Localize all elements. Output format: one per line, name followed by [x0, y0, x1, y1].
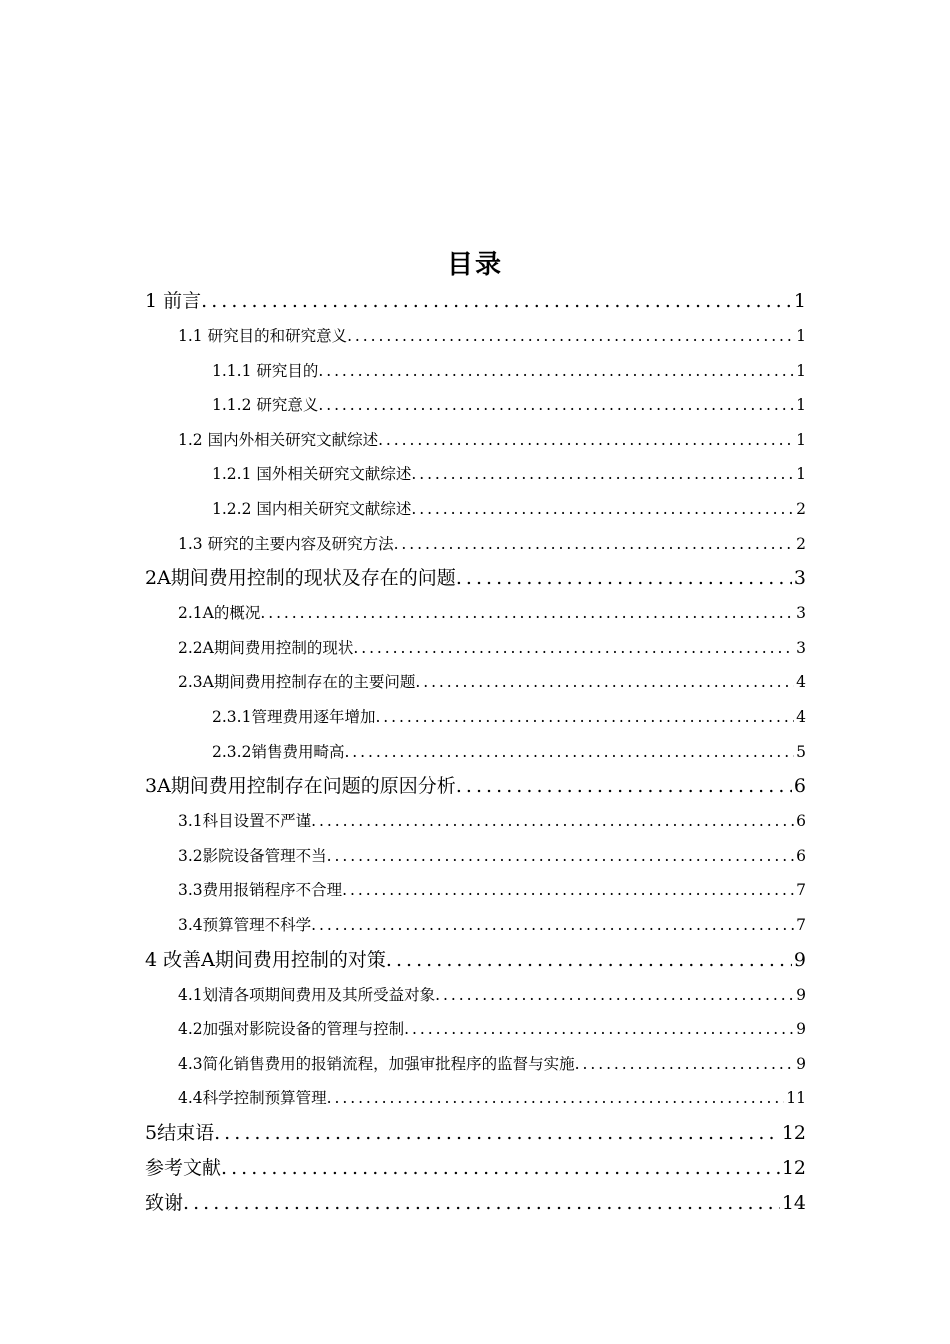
toc-entry-title: 1.1.1 研究目的: [212, 361, 319, 380]
toc-entry-title: 3.1科目设置不严谨: [178, 812, 312, 831]
toc-entry-title: 5结束语: [145, 1121, 215, 1144]
dot-leader: [201, 284, 792, 319]
dot-leader: [344, 735, 794, 770]
dot-leader: [327, 1081, 785, 1116]
toc-entry[interactable]: [0, 735, 950, 770]
toc-entry-page-number: 1: [796, 327, 806, 345]
toc-entry-page-number: 5: [796, 742, 806, 761]
toc-entry-title: 4.1划清各项期间费用及其所受益对象: [178, 985, 436, 1004]
toc-entry[interactable]: [0, 284, 950, 319]
toc-entry[interactable]: [0, 839, 950, 874]
toc-entry-title: 2.3A期间费用控制存在的主要问题: [178, 673, 416, 692]
toc-entry[interactable]: [0, 1186, 950, 1221]
toc-entry[interactable]: [0, 804, 950, 839]
toc-entry-title: 3.2影院设备管理不当: [178, 846, 327, 865]
toc-entry-page-number: 2: [796, 534, 806, 553]
toc-entry[interactable]: [0, 1047, 950, 1082]
toc-entry-page-number: 1: [796, 430, 806, 449]
dot-leader: [221, 1151, 780, 1186]
toc-entry-title: 4 改善A期间费用控制的对策: [145, 948, 386, 971]
toc-entry-page-number: 9: [796, 1054, 806, 1073]
dot-leader: [318, 388, 794, 423]
toc-entry-title: 2.1A的概况: [178, 604, 261, 623]
toc-entry-page-number: 9: [796, 1020, 806, 1039]
toc-entry-title: 3A期间费用控制存在问题的原因分析: [145, 775, 456, 798]
dot-leader: [353, 631, 794, 666]
toc-entry[interactable]: [0, 1116, 950, 1151]
toc-entry-page-number: 7: [796, 881, 806, 900]
toc-entry-title: 1.1.2 研究意义: [212, 396, 319, 415]
toc-entry-page-number: 6: [796, 812, 806, 831]
dot-leader: [435, 978, 794, 1013]
toc-entry-title: 致谢: [145, 1191, 184, 1214]
toc-entry-page-number: 12: [781, 1156, 806, 1179]
toc-entry-title: 2A期间费用控制的现状及存在的问题: [145, 567, 456, 590]
toc-entry-page-number: 1: [793, 290, 806, 312]
toc-entry-title: 1.1 研究目的和研究意义: [178, 327, 348, 345]
toc-entry[interactable]: [0, 769, 950, 804]
toc-entry[interactable]: [0, 492, 950, 527]
dot-leader: [456, 561, 792, 596]
toc-entry-title: 2.3.2销售费用畸高: [212, 742, 345, 761]
dot-leader: [456, 769, 792, 804]
dot-leader: [411, 492, 794, 527]
toc-entry-page-number: 6: [796, 846, 806, 865]
toc-entry-title: 1.3 研究的主要内容及研究方法: [178, 534, 394, 553]
dot-leader: [214, 1116, 780, 1151]
dot-leader: [575, 1047, 794, 1082]
toc-entry[interactable]: [0, 700, 950, 735]
dot-leader: [394, 527, 795, 562]
toc-entry-title: 4.3简化销售费用的报销流程，加强审批程序的监督与实施: [178, 1054, 575, 1073]
toc-entry-title: 参考文献: [145, 1156, 222, 1179]
toc-entry-page-number: 11: [786, 1089, 806, 1108]
toc-entry-page-number: 9: [796, 985, 806, 1004]
dot-leader: [347, 319, 794, 354]
dot-leader: [411, 457, 794, 492]
toc-entry[interactable]: [0, 388, 950, 423]
toc-entry[interactable]: [0, 908, 950, 943]
dot-leader: [311, 804, 794, 839]
toc-entry-page-number: 4: [796, 673, 806, 692]
toc-entry[interactable]: [0, 978, 950, 1013]
toc-entry-page-number: 3: [796, 604, 806, 623]
toc-entry-page-number: 1: [796, 361, 806, 380]
toc-entry[interactable]: [0, 1012, 950, 1047]
toc-entry-title: 1 前言: [145, 290, 202, 312]
dot-leader: [327, 839, 794, 874]
dot-leader: [415, 665, 794, 700]
toc-entry-title: 2.2A期间费用控制的现状: [178, 638, 354, 657]
toc-entry[interactable]: [0, 561, 950, 596]
toc-entry[interactable]: [0, 631, 950, 666]
toc-entry-title: 1.2.1 国外相关研究文献综述: [212, 465, 412, 484]
toc-entry[interactable]: [0, 873, 950, 908]
dot-leader: [375, 700, 794, 735]
toc-entry-title: 2.3.1管理费用逐年增加: [212, 707, 376, 726]
dot-leader: [318, 354, 794, 389]
dot-leader: [378, 423, 794, 458]
toc-entry-page-number: 6: [793, 775, 806, 798]
toc-entry[interactable]: [0, 1081, 950, 1116]
toc-entry[interactable]: [0, 423, 950, 458]
toc-entry-page-number: 1: [796, 465, 806, 484]
toc-entry[interactable]: [0, 665, 950, 700]
toc-entry[interactable]: [0, 596, 950, 631]
dot-leader: [404, 1012, 794, 1047]
toc-entry-page-number: 4: [796, 707, 806, 726]
toc-entry-page-number: 1: [796, 396, 806, 415]
toc-entry[interactable]: [0, 527, 950, 562]
toc-entry-title: 1.2 国内外相关研究文献综述: [178, 430, 379, 449]
toc-entry-page-number: 14: [781, 1191, 806, 1214]
toc-entry-title: 1.2.2 国内相关研究文献综述: [212, 499, 412, 518]
toc-entry-title: 3.3费用报销程序不合理: [178, 881, 343, 900]
toc-entry[interactable]: [0, 1151, 950, 1186]
dot-leader: [386, 943, 792, 978]
dot-leader: [183, 1186, 780, 1221]
dot-leader: [342, 873, 794, 908]
toc-entry-page-number: 2: [796, 499, 806, 518]
toc-entry-page-number: 9: [793, 948, 806, 971]
table-of-contents: [0, 284, 950, 1221]
toc-entry-page-number: 3: [793, 567, 806, 590]
toc-entry[interactable]: [0, 354, 950, 389]
toc-entry[interactable]: [0, 943, 950, 978]
toc-entry[interactable]: [0, 457, 950, 492]
toc-entry-page-number: 3: [796, 638, 806, 657]
dot-leader: [260, 596, 794, 631]
toc-entry-title: 4.4科学控制预算管理: [178, 1089, 327, 1108]
page-title: 目录: [446, 250, 503, 281]
toc-entry-title: 3.4预算管理不科学: [178, 915, 312, 934]
toc-entry-title: 4.2加强对影院设备的管理与控制: [178, 1020, 405, 1039]
toc-entry[interactable]: [0, 319, 950, 354]
dot-leader: [311, 908, 794, 943]
toc-entry-page-number: 12: [781, 1121, 806, 1144]
toc-entry-page-number: 7: [796, 915, 806, 934]
